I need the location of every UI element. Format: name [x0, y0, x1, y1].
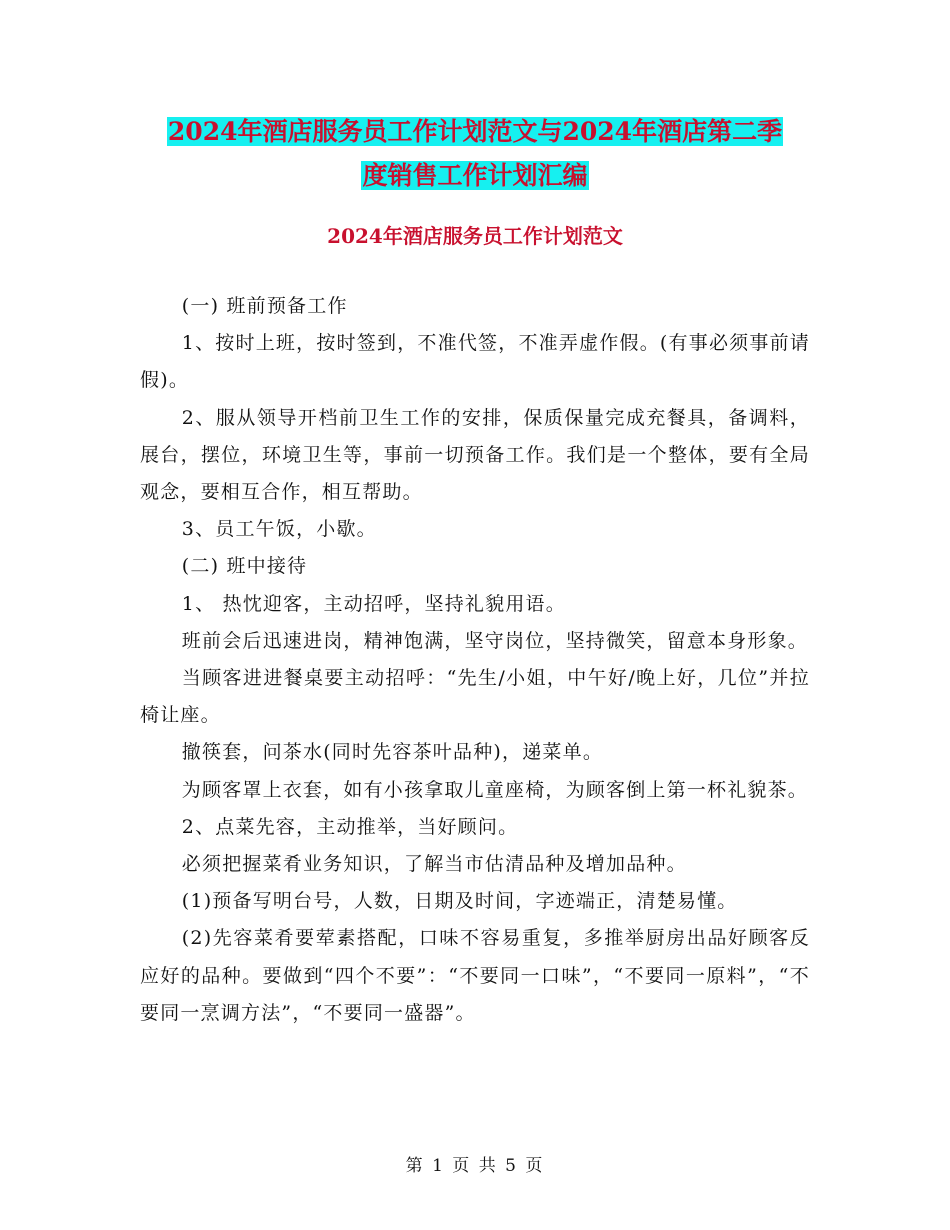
paragraph: (1)预备写明台号，人数，日期及时间，字迹端正，清楚易懂。: [181, 890, 738, 913]
paragraph: 当顾客进进餐桌要主动招呼：“先生/小姐，中午好/晚上好，几位”并拉椅让座。: [140, 667, 810, 727]
document-title-line-1: 2024年酒店服务员工作计划范文与2024年酒店第二季: [167, 117, 783, 146]
paragraph: 撤筷套，问茶水(同时先容茶叶品种)，递菜单。: [181, 741, 604, 764]
paragraph: 3、员工午饭，小歇。: [181, 518, 377, 541]
paragraph: 2、服从领导开档前卫生工作的安排，保质保量完成充餐具，备调料，展台，摆位，环境卫生等，事前一切预备工作。我们是一个整体，要有全局观念，要相互合作，相互帮助。: [140, 406, 810, 504]
paragraph: 必须把握菜肴业务知识，了解当市估清品种及增加品种。: [181, 853, 687, 876]
paragraph: (2)先容菜肴要荤素搭配，口味不容易重复，多推举厨房出品好顾客反应好的品种。要做到“四个不要”：“不要同一口味”，“不要同一原料”，“不要同一烹调方法”，“不要同一盛器”。: [140, 927, 810, 1024]
paragraph: 为顾客罩上衣套，如有小孩拿取儿童座椅，为顾客倒上第一杯礼貌茶。: [181, 778, 808, 801]
document-body: [140, 288, 810, 1032]
paragraph: 1、按时上班，按时签到，不准代签，不准弄虚作假。(有事必须事前请假)。: [140, 332, 810, 392]
paragraph: 2、点菜先容，主动推举，当好顾问。: [181, 815, 519, 838]
page-footer: 第 1 页 共 5 页: [405, 1156, 545, 1176]
document-title-line-2: 度销售工作计划汇编: [362, 161, 588, 190]
paragraph: (二) 班中接待: [181, 555, 308, 578]
paragraph: 1、 热忱迎客，主动招呼，坚持礼貌用语。: [181, 592, 566, 615]
paragraph: 班前会后迅速进岗，精神饱满，坚守岗位，坚持微笑，留意本身形象。: [181, 629, 808, 652]
paragraph: (一) 班前预备工作: [181, 295, 348, 317]
section-title: 2024年酒店服务员工作计划范文: [327, 224, 623, 248]
